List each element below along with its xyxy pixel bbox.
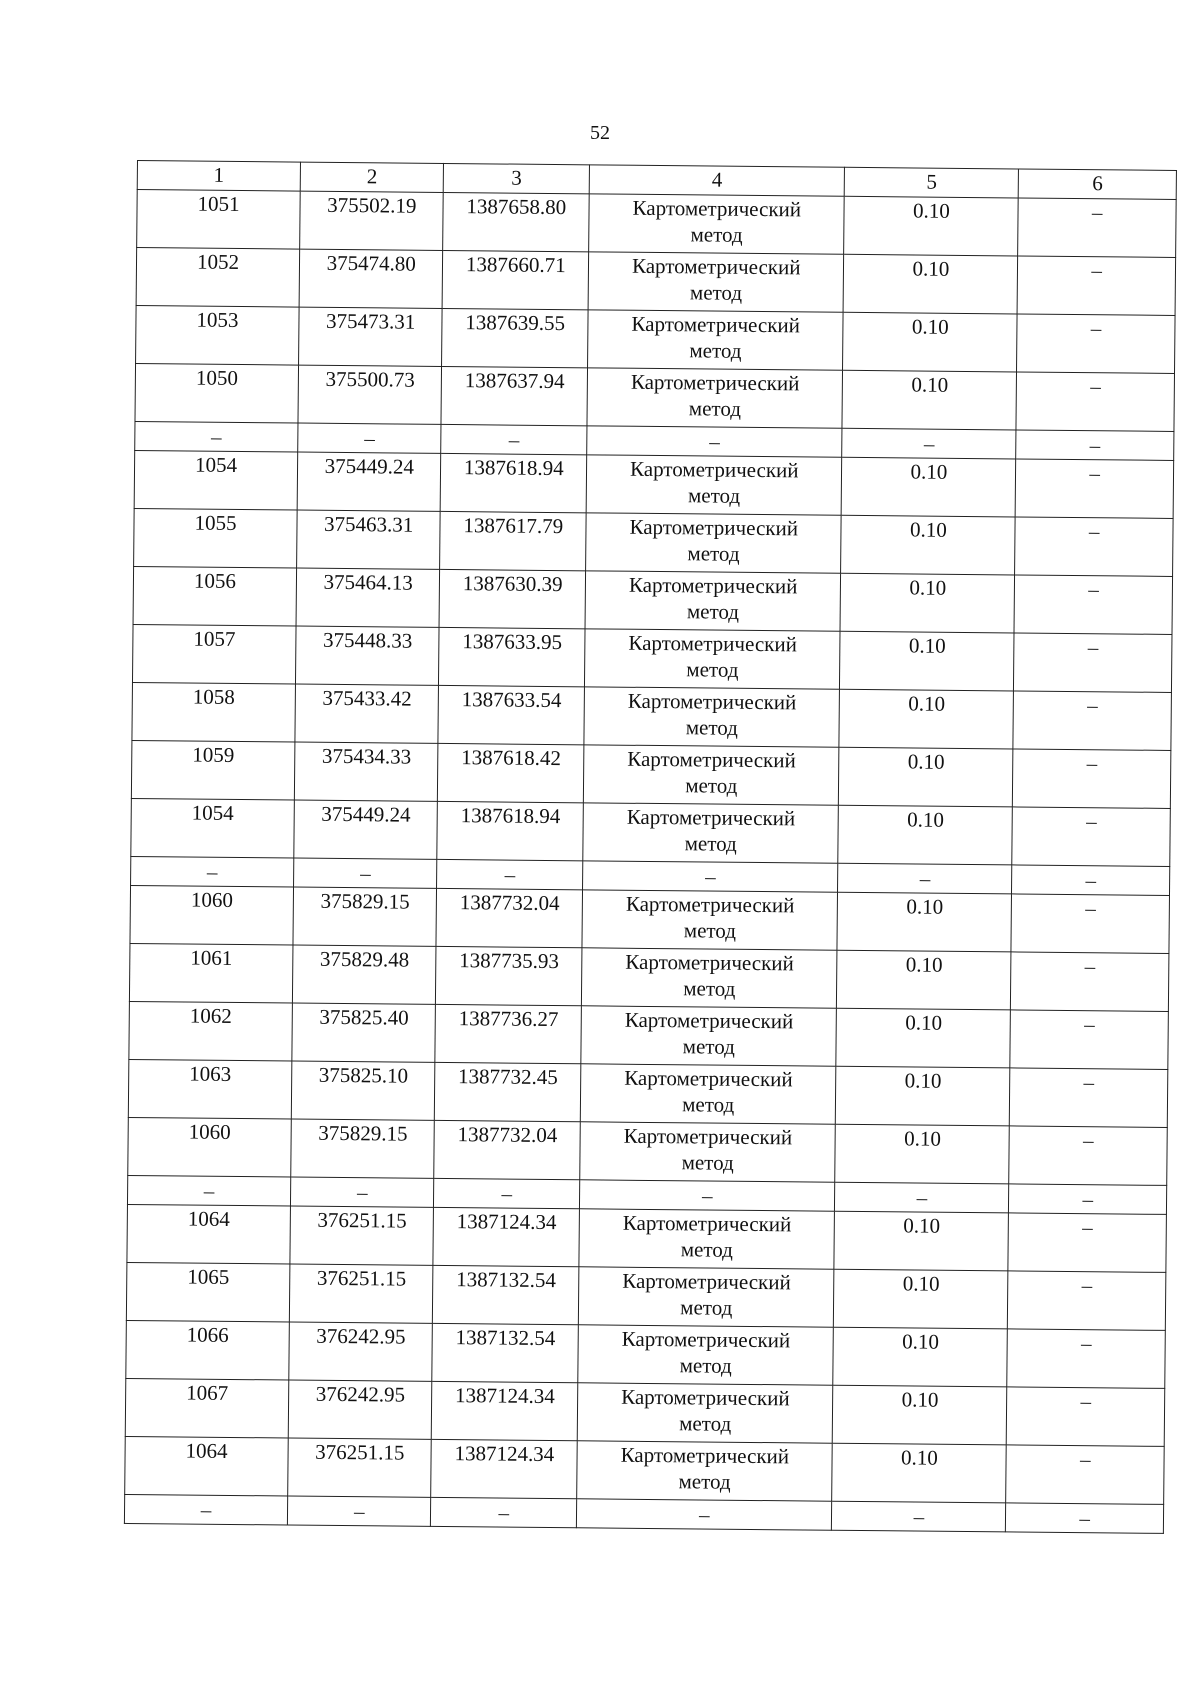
cell-note: – (1006, 1503, 1164, 1534)
cell-accuracy: 0.10 (836, 1066, 1010, 1126)
header-cell-1: 1 (137, 161, 300, 192)
cell-note: – (1015, 459, 1173, 519)
method-text-line: метод (679, 1353, 732, 1378)
cell-method (578, 1267, 834, 1327)
cell-y-coordinate: 1387660.71 (443, 250, 589, 309)
cell-y-coordinate: 1387618.42 (438, 743, 584, 802)
cell-x-coordinate: 376251.15 (289, 1264, 433, 1323)
cell-point-number: 1055 (134, 508, 298, 568)
cell-point-number: 1060 (128, 1117, 292, 1177)
method-text-line: Картометрический (624, 1065, 793, 1092)
method-text-line: Картометрический (625, 891, 795, 918)
cell-point-number: 1054 (134, 450, 298, 510)
cell-y-coordinate: 1387132.54 (433, 1265, 579, 1324)
method-text-line: метод (683, 918, 737, 943)
cell-y-coordinate: 1387132.54 (432, 1323, 578, 1382)
cell-x-coordinate: 375825.10 (291, 1061, 435, 1120)
cell-method (589, 194, 845, 254)
cell-y-coordinate: 1387618.94 (441, 453, 587, 512)
cell-x-coordinate: 375473.31 (299, 307, 443, 366)
table-row (129, 943, 1169, 1011)
cell-accuracy: 0.10 (834, 1211, 1008, 1271)
method-text-line: метод (678, 1469, 731, 1494)
cell-point-number: 1067 (125, 1378, 289, 1438)
table-row (131, 798, 1171, 866)
cell-x-coordinate: – (287, 1496, 431, 1526)
method-text-line: Картометрический (625, 949, 794, 976)
cell-method (581, 1006, 837, 1066)
cell-x-coordinate: 376251.15 (290, 1206, 434, 1265)
cell-y-coordinate: – (434, 1178, 580, 1208)
method-text-line: Картометрический (622, 1268, 791, 1295)
cell-method (581, 948, 837, 1008)
table-row (128, 1059, 1168, 1127)
cell-point-number: – (135, 421, 298, 452)
cell-method: – (576, 1499, 832, 1530)
table-body (124, 161, 1176, 1534)
cell-x-coordinate: 375464.13 (296, 568, 440, 627)
cell-x-coordinate: 376242.95 (288, 1380, 432, 1439)
table-row (132, 624, 1172, 692)
cell-point-number: 1061 (129, 943, 293, 1003)
method-text-line: метод (680, 1295, 733, 1320)
cell-note: – (1016, 430, 1174, 461)
cell-point-number: 1051 (137, 190, 301, 250)
cell-method (580, 1064, 836, 1124)
method-text-line: Картометрический (622, 1210, 792, 1237)
cell-note: – (1018, 198, 1176, 258)
cell-x-coordinate: 376242.95 (289, 1322, 433, 1381)
cell-point-number: 1059 (131, 740, 295, 800)
cell-x-coordinate: 375474.80 (299, 249, 443, 308)
cell-note: – (1011, 894, 1169, 954)
cell-method: – (583, 861, 839, 892)
cell-y-coordinate: 1387630.39 (439, 569, 585, 628)
cell-method (587, 368, 843, 428)
cell-method (582, 890, 838, 950)
method-text-line: Картометрический (624, 1007, 794, 1034)
cell-accuracy: 0.10 (834, 1269, 1008, 1329)
method-text-line: Картометрический (629, 456, 799, 483)
cell-point-number: 1060 (130, 885, 294, 945)
cell-y-coordinate: 1387618.94 (437, 801, 583, 860)
cell-note: – (1012, 807, 1170, 867)
method-text-line: метод (679, 1411, 732, 1436)
method-text-line: Картометрический (631, 311, 801, 338)
cell-note: – (1009, 1126, 1167, 1186)
cell-method (586, 455, 842, 515)
header-cell-4: 4 (589, 165, 845, 196)
cell-x-coordinate: 375829.15 (293, 887, 437, 946)
cell-note: – (1014, 575, 1172, 635)
cell-y-coordinate: 1387124.34 (431, 1439, 577, 1498)
cell-note: – (1008, 1271, 1166, 1331)
cell-note: – (1009, 1184, 1167, 1215)
table-row (131, 740, 1171, 808)
cell-point-number: – (131, 856, 294, 887)
cell-accuracy: 0.10 (838, 805, 1012, 865)
method-text-line: метод (689, 280, 743, 305)
header-cell-6: 6 (1019, 169, 1177, 200)
cell-note: – (1007, 1329, 1165, 1389)
cell-accuracy: 0.10 (833, 1385, 1007, 1445)
table-row (127, 1204, 1167, 1272)
cell-y-coordinate: 1387633.95 (439, 627, 585, 686)
method-text-line: Картометрический (627, 688, 797, 715)
table-row (136, 248, 1176, 316)
cell-accuracy: 0.10 (843, 312, 1017, 372)
cell-note: – (1017, 314, 1175, 374)
table-row (128, 1117, 1168, 1185)
cell-note: – (1017, 256, 1175, 316)
table-row (129, 1001, 1169, 1069)
table-row (137, 190, 1177, 258)
cell-accuracy: 0.10 (833, 1327, 1007, 1387)
cell-point-number: 1064 (125, 1436, 289, 1496)
cell-y-coordinate: 1387124.34 (432, 1381, 578, 1440)
cell-y-coordinate: 1387124.34 (433, 1207, 579, 1266)
cell-method (585, 571, 841, 631)
cell-y-coordinate: – (437, 859, 583, 889)
cell-point-number: 1053 (136, 305, 300, 365)
coordinates-table (124, 160, 1177, 1534)
cell-point-number: 1052 (136, 248, 300, 308)
method-text-line: Картометрический (629, 514, 799, 541)
cell-note: – (1010, 1010, 1168, 1070)
cell-point-number: – (124, 1494, 287, 1525)
cell-note: – (1013, 749, 1171, 809)
table-row (125, 1436, 1165, 1504)
cell-method (583, 745, 839, 805)
cell-y-coordinate: 1387735.93 (436, 946, 582, 1005)
cell-point-number: 1065 (126, 1262, 290, 1322)
method-text-line: Картометрический (627, 746, 796, 773)
cell-note: – (1016, 372, 1174, 432)
method-text-line: Картометрический (628, 630, 798, 657)
cell-accuracy: 0.10 (842, 457, 1016, 517)
cell-accuracy: 0.10 (844, 254, 1018, 314)
cell-x-coordinate: 375448.33 (295, 626, 439, 685)
cell-note: – (1010, 1068, 1168, 1128)
cell-x-coordinate: 375433.42 (295, 684, 439, 743)
cell-x-coordinate: 375829.48 (292, 945, 436, 1004)
cell-accuracy: – (838, 863, 1012, 894)
cell-accuracy: 0.10 (839, 689, 1013, 749)
cell-note: – (1007, 1387, 1165, 1447)
cell-point-number: 1064 (127, 1204, 291, 1264)
cell-note: – (1014, 633, 1172, 693)
cell-method (580, 1122, 836, 1182)
cell-point-number: 1050 (135, 363, 299, 423)
method-text-line: метод (684, 831, 737, 856)
cell-accuracy: 0.10 (837, 950, 1011, 1010)
method-text-line: Картометрический (623, 1123, 793, 1150)
cell-accuracy: 0.10 (840, 631, 1014, 691)
method-text-line: метод (683, 976, 736, 1001)
cell-x-coordinate: 375449.24 (294, 800, 438, 859)
table-row (126, 1262, 1166, 1330)
table-row (126, 1320, 1166, 1388)
table-row (133, 566, 1173, 634)
method-text-line: Картометрический (621, 1326, 791, 1353)
cell-x-coordinate: 375434.33 (294, 742, 438, 801)
cell-point-number: – (127, 1175, 290, 1206)
cell-x-coordinate: 375825.40 (292, 1003, 436, 1062)
cell-x-coordinate: 375500.73 (298, 365, 442, 424)
table-row (134, 450, 1174, 518)
header-cell-3: 3 (444, 163, 590, 193)
cell-x-coordinate: 375449.24 (297, 452, 441, 511)
cell-method (588, 310, 844, 370)
method-text-line: Картометрический (621, 1384, 790, 1411)
cell-point-number: 1066 (126, 1320, 290, 1380)
cell-note: – (1008, 1213, 1166, 1273)
method-text-line: Картометрический (626, 804, 796, 831)
cell-accuracy: 0.10 (844, 196, 1018, 256)
cell-method (579, 1209, 835, 1269)
cell-accuracy: 0.10 (842, 370, 1016, 430)
cell-y-coordinate: 1387637.94 (441, 366, 587, 425)
method-text-line: Картометрический (628, 572, 798, 599)
cell-x-coordinate: 375829.15 (291, 1119, 435, 1178)
cell-accuracy: 0.10 (836, 1008, 1010, 1068)
method-text-line: метод (687, 483, 741, 508)
cell-method (583, 803, 839, 863)
method-text-line: метод (688, 396, 742, 421)
cell-method: – (580, 1180, 836, 1211)
cell-accuracy: 0.10 (832, 1443, 1006, 1503)
table-row (135, 363, 1175, 431)
cell-method (577, 1383, 833, 1443)
cell-method (584, 687, 840, 747)
cell-method (586, 513, 842, 573)
method-text-line: метод (690, 222, 743, 247)
header-cell-5: 5 (845, 167, 1019, 198)
cell-point-number: 1057 (132, 624, 296, 684)
cell-y-coordinate: 1387736.27 (435, 1004, 581, 1063)
cell-accuracy: 0.10 (837, 892, 1011, 952)
header-cell-2: 2 (300, 162, 444, 192)
cell-note: – (1015, 517, 1173, 577)
method-text-line: метод (682, 1034, 735, 1059)
table-row (125, 1378, 1165, 1446)
method-text-line: метод (685, 715, 739, 740)
cell-note: – (1012, 865, 1170, 896)
cell-method (585, 629, 841, 689)
method-text-line: метод (689, 338, 742, 363)
method-text-line: метод (682, 1092, 735, 1117)
cell-accuracy: 0.10 (841, 515, 1015, 575)
coordinates-table-wrap (124, 160, 1177, 1534)
table-row (130, 885, 1170, 953)
cell-x-coordinate: 375502.19 (300, 191, 444, 250)
cell-point-number: 1058 (132, 682, 296, 742)
cell-point-number: 1056 (133, 566, 297, 626)
cell-x-coordinate: 376251.15 (288, 1438, 432, 1497)
cell-note: – (1011, 952, 1169, 1012)
cell-x-coordinate: – (294, 858, 438, 888)
cell-point-number: 1054 (131, 798, 295, 858)
cell-method (578, 1325, 834, 1385)
cell-accuracy: – (832, 1501, 1006, 1532)
method-text-line: метод (686, 657, 739, 682)
cell-accuracy: – (835, 1182, 1009, 1213)
cell-y-coordinate: – (441, 424, 587, 454)
cell-y-coordinate: 1387732.04 (436, 888, 582, 947)
cell-y-coordinate: 1387732.45 (435, 1062, 581, 1121)
method-text-line: Картометрический (631, 253, 801, 280)
method-text-line: метод (680, 1237, 734, 1262)
cell-note: – (1013, 691, 1171, 751)
method-text-line: метод (685, 773, 738, 798)
cell-x-coordinate: – (290, 1177, 434, 1207)
table-row (132, 682, 1172, 750)
cell-method (588, 252, 844, 312)
cell-method (577, 1441, 833, 1501)
cell-point-number: 1063 (128, 1059, 292, 1119)
method-text-line: Картометрический (632, 195, 802, 222)
cell-note: – (1006, 1445, 1164, 1505)
method-text-line: метод (686, 599, 740, 624)
method-text-line: Картометрический (630, 369, 800, 396)
cell-accuracy: – (842, 428, 1016, 459)
cell-accuracy: 0.10 (835, 1124, 1009, 1184)
page-number: 52 (590, 122, 610, 144)
cell-method: – (587, 426, 843, 457)
cell-y-coordinate: 1387639.55 (442, 308, 588, 367)
method-text-line: метод (681, 1150, 734, 1175)
cell-y-coordinate: 1387658.80 (443, 192, 589, 251)
cell-y-coordinate: 1387633.54 (438, 685, 584, 744)
cell-y-coordinate: – (431, 1497, 577, 1527)
table-row (134, 508, 1174, 576)
cell-y-coordinate: 1387732.04 (434, 1120, 580, 1179)
cell-accuracy: 0.10 (840, 573, 1014, 633)
cell-accuracy: 0.10 (839, 747, 1013, 807)
table-row (136, 305, 1176, 373)
cell-y-coordinate: 1387617.79 (440, 511, 586, 570)
method-text-line: метод (687, 541, 740, 566)
method-text-line: Картометрический (620, 1442, 790, 1469)
cell-point-number: 1062 (129, 1001, 293, 1061)
cell-x-coordinate: 375463.31 (297, 510, 441, 569)
cell-x-coordinate: – (298, 423, 442, 453)
